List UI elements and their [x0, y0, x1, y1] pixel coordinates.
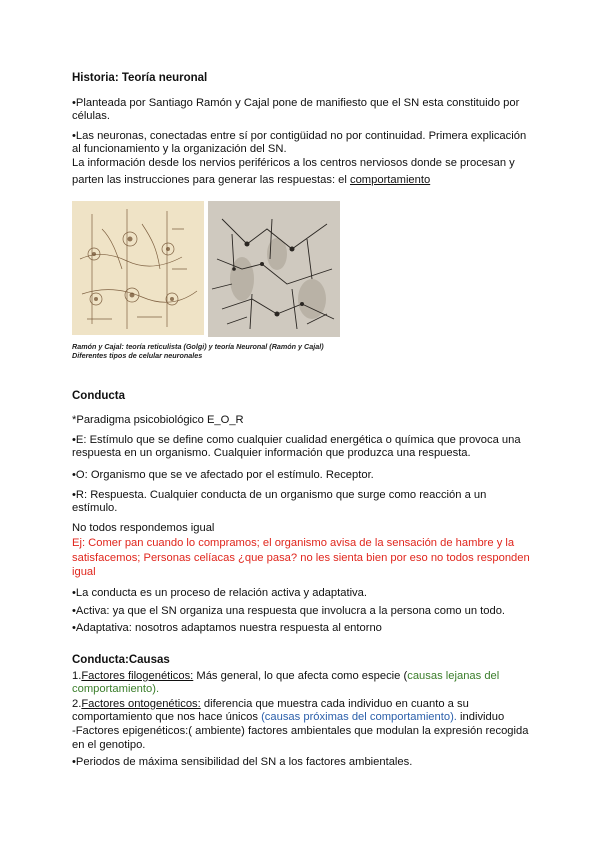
- cause-item-1: [72, 670, 532, 696]
- caption-line: Ramón y Cajal: teoría reticulista (Golgi) y teoría Neuronal (Ramón y Cajal): [72, 342, 324, 351]
- item-parenthetical: (causas próximas del comportamiento).: [261, 711, 457, 723]
- item-text: Más general, lo que afecta como especie (: [193, 670, 408, 682]
- paragraph: *Paradigma psicobiológico E_O_R: [72, 414, 244, 426]
- paragraph: •R: Respuesta. Cualquier conducta de un organismo que surge como reacción a un estímulo.: [72, 489, 487, 514]
- paragraph: •O: Organismo que se ve afectado por el estímulo. Receptor.: [72, 469, 374, 481]
- caption-line: Diferentes tipos de celular neuronales: [72, 351, 203, 360]
- item-text: diferencia que muestra cada individuo en cuanto a su comportamiento que nos hace únicos: [72, 698, 469, 723]
- section-heading-historia: Historia: Teoría neuronal: [72, 72, 208, 84]
- text-line: La información desde los nervios periféricos a los centros nerviosos donde se procesan y: [72, 157, 515, 169]
- text-line: [72, 174, 532, 187]
- item-number: 2.: [72, 698, 82, 710]
- text-line: •Las neuronas, conectadas entre sí por contigüidad no por continuidad. Primera explicación: [72, 130, 527, 142]
- paragraph: •Planteada por Santiago Ramón y Cajal pone de manifiesto que el SN esta constituido por células.: [72, 97, 520, 122]
- cause-item-2: [72, 698, 532, 724]
- paragraph: •Periodos de máxima sensibilidad del SN a los factores ambientales.: [72, 756, 413, 768]
- neuron-drawings-image: [72, 199, 342, 339]
- item-number: 1.: [72, 670, 82, 682]
- paragraph: •E: Estímulo que se define como cualquier cualidad energética o química que provoca una respuesta en un organismo. Cualquier información que produzca una respuesta.: [72, 434, 521, 459]
- example-paragraph: Ej: Comer pan cuando lo compramos; el organismo avisa de la sensación de hambre y la satisfacemos; Personas celíacas ¿que pasa? no les sienta bien por eso no todos responden igual: [72, 537, 530, 578]
- comportamiento-link[interactable]: comportamiento: [349, 174, 431, 186]
- paragraph: [72, 130, 532, 187]
- text-fragment: parten las instrucciones para generar las respuestas: el: [72, 174, 350, 186]
- term-filogeneticos: Factores filogenéticos:: [81, 670, 194, 682]
- text-line: al funcionamiento y la organización del SN.: [72, 143, 287, 155]
- section-heading-conducta: Conducta: [72, 390, 126, 402]
- paragraph: •Adaptativa: nosotros adaptamos nuestra respuesta al entorno: [72, 622, 382, 634]
- paragraph: •Activa: ya que el SN organiza una respuesta que involucra a la persona como un todo.: [72, 605, 506, 617]
- item-parenthetical: causas lejanas del comportamiento).: [72, 670, 500, 695]
- term-ontogeneticos: Factores ontogenéticos:: [81, 698, 201, 710]
- paragraph: •La conducta es un proceso de relación activa y adaptativa.: [72, 587, 367, 599]
- section-heading-causas: Conducta:Causas: [72, 654, 170, 666]
- figure-caption: [72, 342, 324, 360]
- paragraph: No todos respondemos igual: [72, 522, 215, 534]
- cause-item-3: -Factores epigenéticos:( ambiente) factores ambientales que modulan la expresión recogida en el genotipo.: [72, 725, 529, 751]
- item-tail: individuo: [456, 711, 505, 723]
- neuron-figure: [72, 199, 342, 344]
